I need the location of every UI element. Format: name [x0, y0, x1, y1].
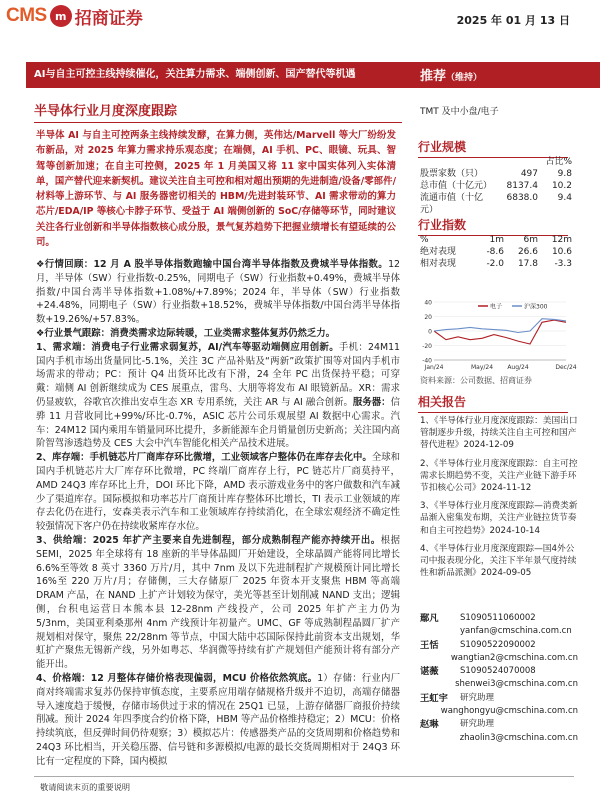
report-link[interactable]: 4、《半导体行业月度深度跟踪—国4外公司中报表现分化，关注下半年景气度持续性和新品派测》2024-09-05 [420, 543, 577, 579]
footer-note: 敬请阅读末页的重要说明 [40, 782, 131, 792]
scale-table [420, 156, 572, 215]
report-body [36, 258, 400, 768]
x-tick-label: Aug/24 [507, 364, 529, 371]
y-tick-label: 0 [428, 328, 432, 336]
rating-label: 推荐 [420, 69, 447, 84]
analyst-name-row: 鄢凡 S1090511060002 [420, 613, 536, 624]
rating-banner [414, 62, 600, 88]
report-link[interactable]: 1、《半导体行业月度深度跟踪：美国出口管制逐步升级，持续关注自主可控和国产替代进程》2024-12-09 [420, 416, 578, 451]
logo-emblem-icon: m [50, 5, 72, 27]
analyst-list [420, 612, 578, 745]
rating-note: （维持） [446, 73, 483, 83]
analyst-email[interactable]: zhaolin3@cmschina.com.cn [459, 732, 578, 743]
title-divider [34, 122, 402, 123]
analyst-email[interactable]: wanghongyu@cmschina.com.cn [440, 706, 578, 717]
x-tick-label: Dec/24 [555, 364, 577, 371]
report-link[interactable]: 3、《半导体行业月度深度跟踪—消费类新品渐入密集发布期，关注产业链拉货节奏和自主可控趋势》2024-10-14 [420, 501, 578, 536]
analyst-email[interactable]: yanfan@cmschina.com.cn [460, 626, 572, 637]
table-row: 相对表现 -2.0 17.8 -3.3 [420, 259, 572, 269]
legend-label: 沪深300 [524, 303, 548, 311]
index-table [420, 234, 572, 270]
analyst-email[interactable]: wangtian2@cmschina.com.cn [450, 652, 578, 663]
series-line-csi300 [434, 319, 566, 333]
analyst-name-row: 王恬 S1090522090002 [420, 639, 536, 651]
logo-cn: 招商证券 [74, 8, 143, 29]
logo-latin: CMS [6, 5, 47, 26]
y-tick-label: -20 [422, 343, 432, 350]
paragraph-supply [36, 534, 400, 672]
report-title: 半导体行业月度深度跟踪 [34, 104, 178, 119]
legend-label: 电子 [490, 303, 503, 311]
lead-price: 4、价格端：12 月整体存储价格表现偏弱，MCU 价格依然筑底。 [36, 672, 318, 684]
analyst-name-row: 谌薇 S1090524070008 [420, 666, 536, 678]
x-tick-label: Jan/24 [424, 364, 444, 371]
table-row: 股票家数（只） 497 9.8 [420, 169, 572, 179]
paragraph-inventory [36, 451, 400, 534]
paragraph-market-review: ❖行情回顾：12 月 A 股半导体指数跑输中国台湾半导体指数及费城半导体指数。12 月，半导体（SW）行业指数-0.25%，同期电子（SW）行业指数+0.49%，费城半导体指数/中国台湾半导体指数+1.08%/+7.89%；2024 年，半导体（SW）行业指数+24.48%，同期电子（SW）行业指数+18.52%，费城半导体指数/中国台湾半导体指数+19.26%/+57.83%。 [36, 259, 400, 326]
table-header: % 1m 6m 12m [420, 235, 572, 245]
text-demand-2: 信骅 11 月营收同比+99%/环比-0.7%，ASIC 芯片公司乐观展望 AI 数据中心需求。汽车：24M12 国内乘用车销量同环比提升，多新能源车企月销量创历史新高；关注国内高阶智驾渗透趋势及 CES 大会中汽车智能化相关产品技术进展。 [36, 396, 400, 450]
x-tick-label: May/24 [470, 364, 494, 371]
industry-index-heading: 行业指数 [418, 216, 568, 236]
table-row: 总市值（十亿元） 8137.4 10.2 [420, 181, 572, 191]
table-row: 绝对表现 -8.6 26.6 10.6 [420, 247, 572, 257]
sector-label: TMT 及中小盘/电子 [420, 107, 499, 117]
lead-market-review: 行情回顾：12 月 A 股半导体指数跑输中国台湾半导体指数及费城半导体指数。 [44, 259, 389, 270]
text-price: 1）存储：行业内厂商对终端需求复苏仍保持审慎态度，主要系应用端存储规格升级并不迫切，高端存储器导入速度趋于缓慢，存储市场供过于求的情况在 25Q1 已显，上游存储器厂商报价持续削减。预计 2024 年四季度合约价格下降，HBM 等产品价格维持稳定；2）MCU：价格持续筑底，但反弹时间仍待观察；3）模拟芯片：传感器类产品的交货周期和价格趋势和 24Q3 环比相当，开关稳压器、信号链和多源模拟/电源的最长交货周期相对于 24Q3 环比有一定程度的下降，国内模拟 [36, 672, 401, 767]
y-tick-label: 20 [424, 314, 432, 321]
analyst-name-row: 王虹宇 研究助理 [420, 692, 495, 704]
lead-demand: 1、需求端：消费电子行业需求弱复苏，AI/汽车等驱动端侧应用创新。 [36, 341, 339, 353]
report-link[interactable]: 2、《半导体行业月度深度跟踪：自主可控需求长期趋势不变，关注产业链下游手环节扣核心公司》2024-11-12 [420, 458, 578, 494]
headline-banner: AI与自主可控主线持续催化，关注算力需求、端侧创新、国产替代等机遇 [26, 62, 414, 88]
index-performance-chart [416, 298, 578, 372]
analyst-email[interactable]: shenwei3@cmschina.com.cn [455, 679, 578, 690]
paragraph-industry: ❖行业景气跟踪：消费类需求边际转暖，工业类需求整体复苏仍然乏力。 [36, 327, 336, 339]
paragraph-demand [36, 341, 400, 451]
y-tick-label: 40 [424, 299, 432, 307]
report-date: 2025 年 01 月 13 日 [456, 14, 570, 27]
company-logo [6, 2, 143, 30]
industry-scale-heading: 行业规模 [418, 138, 568, 158]
related-reports-list [420, 415, 578, 585]
footer-divider [34, 776, 574, 777]
y-tick-label: -40 [422, 357, 432, 365]
related-reports-heading: 相关报告 [418, 393, 568, 413]
lead-supply: 3、供给端：2025 年扩产主要来自先进制程，部分成熟制程产能亦持续开出。 [36, 534, 381, 546]
summary-paragraph: 半导体 AI 与自主可控两条主线持续发酵，在算力侧，英伟达/Marvell 等大厂纷纷发布新品，对 2025 年算力需求持乐观态度；在端侧，AI 手机、PC、眼镜、玩具、智驾等创新加速；在自主可控侧，2025 年 1 月美国又将 11 家中国实体列入实体清单，国产替代迎来新契机。建议关注自主可控和相对超出预期的先进制造/设备/零部件/材料等上游环节、与 AI 服务器密切相关的 HBM/先进封装环节、AI 需求带动的算力芯片/EDA/IP 等核心卡脖子环节、受益于 AI 端侧创新的 SoC/存储等环节，同时建议关注各行业创新和半导体指数核心成分股，景气复苏趋势下把握业绩增长有望延续的公司。 [36, 130, 396, 249]
text-demand-1: 手机：24M11 国内手机市场出货量同比-5.1%，关注 3C 产品补贴及“两新”政策扩围等对国内手机市场需求的带动；PC：预计 Q4 出货环比改有下滑，24 全年 PC 出货保持平稳；可穿戴：端侧 AI 创新继续成为 CES 展重点，雷鸟、大朋等将发布 AI 眼镜新品。XR：需求仍显疲软，谷歌官次推出安卓生态 XR 专用系统，关注 AR 与 AI 融合创新。 [36, 341, 400, 408]
text-supply: 根据 SEMI，2025 年全球将有 18 座新的半导体晶圆厂开始建设，全球晶圆产能将同比增长 6.6%至等效 8 英寸 3360 万片/月，其中 7nm 及以下先进制程扩产规模预计同比增长 16%至 220 万片/月；存储侧，三大存储原厂 2025 年资本开支聚焦 HBM 等高端 DRAM 产品，在 NAND 上扩产计划较为保守，美光等甚至计划削减 NAND 支出；逻辑侧，台积电运营日本熊本县 12-28nm 产线投产，公司 2025 年扩产主力仍为 5/3nm，美国亚利桑那州 4nm 产线预计年初量产。UMC、GF 等成熟制程晶圆厂扩产规划相对保守，聚焦 22/28nm 等节点，中国大陆中芯国际保持此前资本支出规划，华虹扩产聚焦无锡新产线，另外如粤芯、华润微等持续有扩产规划但产能预计将有部分产能开出。 [36, 534, 400, 671]
table-header: 占比% [545, 157, 572, 167]
text-inventory: 全球和国内手机链芯片大厂库存环比微增，PC 终端厂商库存上行，PC 链芯片厂商莫持平，AMD 24Q3 库存环比上升，DOI 环比下降，AMD 表示游戏业务中的客户做数和汽车减少了渠道库存。国际模拟和功率芯片厂商预计库存整体环比增长，TI 表示工业领域的库存去化仍在进行，安森美表示汽车和工业领域库存持续消化，在全球宏观经济不确定性较强情况下客户仍在持续收紧库存水位。 [36, 452, 400, 533]
text-market-review: 12 月，半导体（SW）行业指数-0.25%，同期电子（SW）行业指数+0.49%，费城半导体指数/中国台湾半导体指数+1.08%/+7.89%；2024 年，半导体（SW）行业指数+24.48%，同期电子（SW）行业指数+18.52%，费城半导体指数/中国台湾半导体指数+19.26%/+57.83%。 [36, 259, 400, 326]
lead-server: 服务器： [352, 396, 391, 408]
lead-inventory: 2、库存端：手机链芯片厂商库存环比微增，工业领域客户整体仍在库存去化中。 [36, 452, 372, 464]
lead-industry: 行业景气跟踪：消费类需求边际转暖，工业类需求整体复苏仍然乏力。 [44, 327, 336, 339]
chart-source: 资料来源：公司数据、招商证券 [420, 376, 532, 385]
analyst-name-row: 赵琳 研究助理 [420, 719, 495, 731]
table-row: 流通市值（十亿元） 6838.0 9.4 [420, 193, 572, 215]
series-line-electronics [434, 320, 566, 344]
paragraph-price [36, 672, 400, 769]
